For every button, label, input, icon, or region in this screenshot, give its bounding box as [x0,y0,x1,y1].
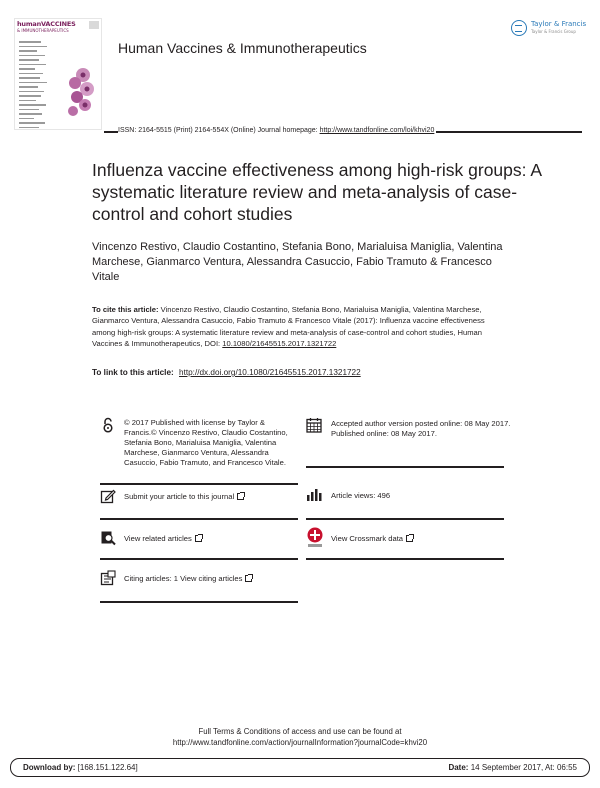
external-link-icon [406,535,413,542]
info-divider [306,518,504,520]
open-access-icon [100,417,116,433]
submit-article-link[interactable] [124,492,244,502]
publication-dates [331,419,511,439]
article-views: Article views: 496 [331,491,391,500]
citation-label: To cite this article: [92,305,161,314]
link-label: To link to this article: [92,368,177,377]
info-divider [100,601,298,603]
publisher-logo[interactable] [511,18,587,40]
journal-homepage-link[interactable]: http://www.tandfonline.com/loi/khvi20 [319,127,435,134]
crossmark-icon [306,527,324,549]
related-articles-link[interactable] [124,534,202,544]
crossmark-label: View Crossmark data [331,534,404,543]
published-date: Published online: 08 May 2017. [331,429,437,438]
external-link-icon [195,535,202,542]
issn-text: ISSN: 2164-5515 (Print) 2164-554X (Online) Journal homepage: [118,127,320,134]
terms-note [0,726,600,748]
crossmark-link[interactable] [331,534,413,544]
bar-chart-icon [306,486,322,502]
downloaded-label: Download by: [23,763,76,772]
article-authors: Vincenzo Restivo, Claudio Costantino, Stefania Bono, Marialuisa Maniglia, Valentina Marchese, Gianmarco Ventura, Alessandra Casuccio, Fabio Tramuto & Francesco Vitale [92,241,503,283]
citation-text: Vincenzo Restivo, Claudio Costantino, Stefania Bono, Marialuisa Maniglia, Valentina Marchese, Gianmarco Ventura, Alessandra Casuccio, Fabio Tramuto & Francesco Vitale (2017): Influenza vaccine effectiveness among high-risk groups: A systematic literature review and meta-analysis of case-control and cohort studies, Human Vaccines & Immunotherapeutics, DOI: [92,305,485,349]
external-link-icon [245,575,252,582]
license-text: © 2017 Published with license by Taylor & Francis.© Vincenzo Restivo, Claudio Costantino, Stefania Bono, Marialuisa Maniglia, Valentina Marchese, Gianmarco Ventura, Alessandra Casuccio, Fabio Tramuto, and Francesco Vitale. [124,418,288,467]
info-divider [306,558,504,560]
date-label: Date: [448,763,469,772]
citation-block [92,304,510,350]
publisher-name: Taylor & Francis [531,20,587,28]
download-info-bar [10,758,590,777]
info-divider [306,466,504,468]
publisher-logo-icon [511,20,527,36]
external-link-icon [237,493,244,500]
terms-line-1: Full Terms & Conditions of access and use can be found at [198,727,402,736]
download-date [448,763,577,772]
date-value: 14 September 2017, At: 06:55 [468,763,577,772]
citation-doi-link[interactable]: 10.1080/21645515.2017.1321722 [222,339,337,349]
magnifier-icon [100,530,116,546]
article-link-line [92,368,361,377]
article-doi-link[interactable]: http://dx.doi.org/10.1080/21645515.2017.1321722 [179,368,361,377]
journal-cover-thumbnail [14,18,102,130]
publisher-sub: Taylor & Francis Group [531,29,576,34]
downloaded-by [23,763,138,772]
info-divider [100,558,298,560]
cover-brand: humanVACCINES [17,20,76,28]
citing-articles-link[interactable] [124,574,252,584]
cover-cell-image [63,63,97,123]
submit-article-label: Submit your article to this journal [124,492,235,501]
article-title: Influenza vaccine effectiveness among high-risk groups: A systematic literature review and meta-analysis of case-control and cohort studies [92,160,542,224]
downloaded-ip: [168.151.122.64] [75,763,138,772]
info-divider [100,518,298,520]
cover-text-lines [19,41,49,130]
issn-line [118,127,436,134]
terms-url-link[interactable]: http://www.tandfonline.com/action/journalInformation?journalCode=khvi20 [172,738,428,747]
edit-icon [100,488,116,504]
accepted-date: Accepted author version posted online: 08 May 2017. [331,419,511,428]
calendar-icon [306,417,322,433]
info-divider [100,483,298,485]
cover-mark [89,21,99,29]
citing-icon [100,570,116,586]
related-articles-label: View related articles [124,534,192,543]
citing-articles-label: Citing articles: 1 View citing articles [124,574,243,583]
cover-subbrand: & IMMUNOTHERAPEUTICS [17,28,69,33]
journal-title: Human Vaccines & Immunotherapeutics [118,40,367,56]
